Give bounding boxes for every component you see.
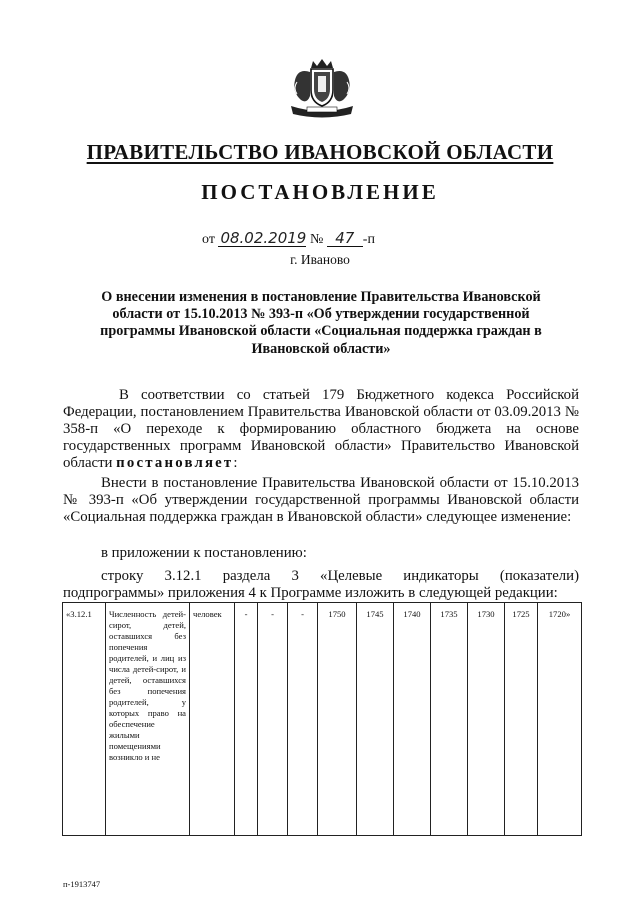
number-sign: № (309, 232, 324, 247)
row-number: «3.12.1 (63, 603, 106, 836)
value-cell: 1735 (431, 603, 468, 836)
number-suffix: -п (362, 232, 375, 247)
row-instruction-paragraph: строку 3.12.1 раздела 3 «Целевые индикаторы (показатели) подпрограммы» приложения 4 к Программе изложить в следующей редакции: (63, 568, 579, 602)
city: г. Иваново (290, 252, 350, 267)
resolves-word: постановляет (116, 455, 234, 472)
value-cell: 1745 (357, 603, 394, 836)
preamble-text: В соответствии со статьей 179 Бюджетного кодекса Российской Федерации, постановлением Правительства Ивановской области от 03.09.2013 № 358-п «О переходе к формированию областного бюджета на основе государственных программ Ивановской области» Правительство Ивановской области (63, 387, 579, 472)
ivanovo-coat-of-arms-icon (283, 58, 361, 120)
value-cell: 1750 (318, 603, 357, 836)
indicator-name: Численность детей-сирот, детей, оставшихся без попечения родителей, и лиц из числа детей-сирот, и детей, оставшихся без попечения родителей, у которых право на обеспечение жилыми помещениями возникло и не (106, 603, 190, 836)
empty-value-cell: - (288, 603, 318, 836)
appendix-line: в приложении к постановлению: (101, 545, 307, 561)
value-cell: 1720» (538, 603, 582, 836)
date-prefix: от (202, 232, 215, 247)
document-number: 47 (327, 231, 363, 247)
date-number-line (202, 231, 375, 248)
table-row (63, 603, 582, 836)
document-date: 08.02.2019 (220, 229, 307, 247)
empty-value-cell: - (258, 603, 288, 836)
preamble-colon: : (233, 455, 238, 472)
document-type-heading: ПОСТАНОВЛЕНИЕ (201, 180, 439, 204)
value-cell: 1725 (505, 603, 538, 836)
indicator-table (62, 602, 582, 836)
value-cell: 1740 (394, 603, 431, 836)
amendment-paragraph: Внести в постановление Правительства Ивановской области от 15.10.2013 № 393-п «Об утверждении государственной программы Ивановской области «Социальная поддержка граждан в Ивановской области» следующее изменение: (63, 475, 579, 526)
preamble-paragraph (63, 387, 579, 472)
government-title: ПРАВИТЕЛЬСТВО ИВАНОВСКОЙ ОБЛАСТИ (86, 140, 554, 164)
document-subject: О внесении изменения в постановление Правительства Ивановской области от 15.10.2013 № 393-п «Об утверждении государственной программы Ивановской области «Социальная поддержка граждан в Ивановской области» (100, 289, 542, 357)
unit-cell: человек (190, 603, 235, 836)
value-cell: 1730 (468, 603, 505, 836)
document-id: п-1913747 (63, 879, 101, 889)
empty-value-cell: - (235, 603, 258, 836)
